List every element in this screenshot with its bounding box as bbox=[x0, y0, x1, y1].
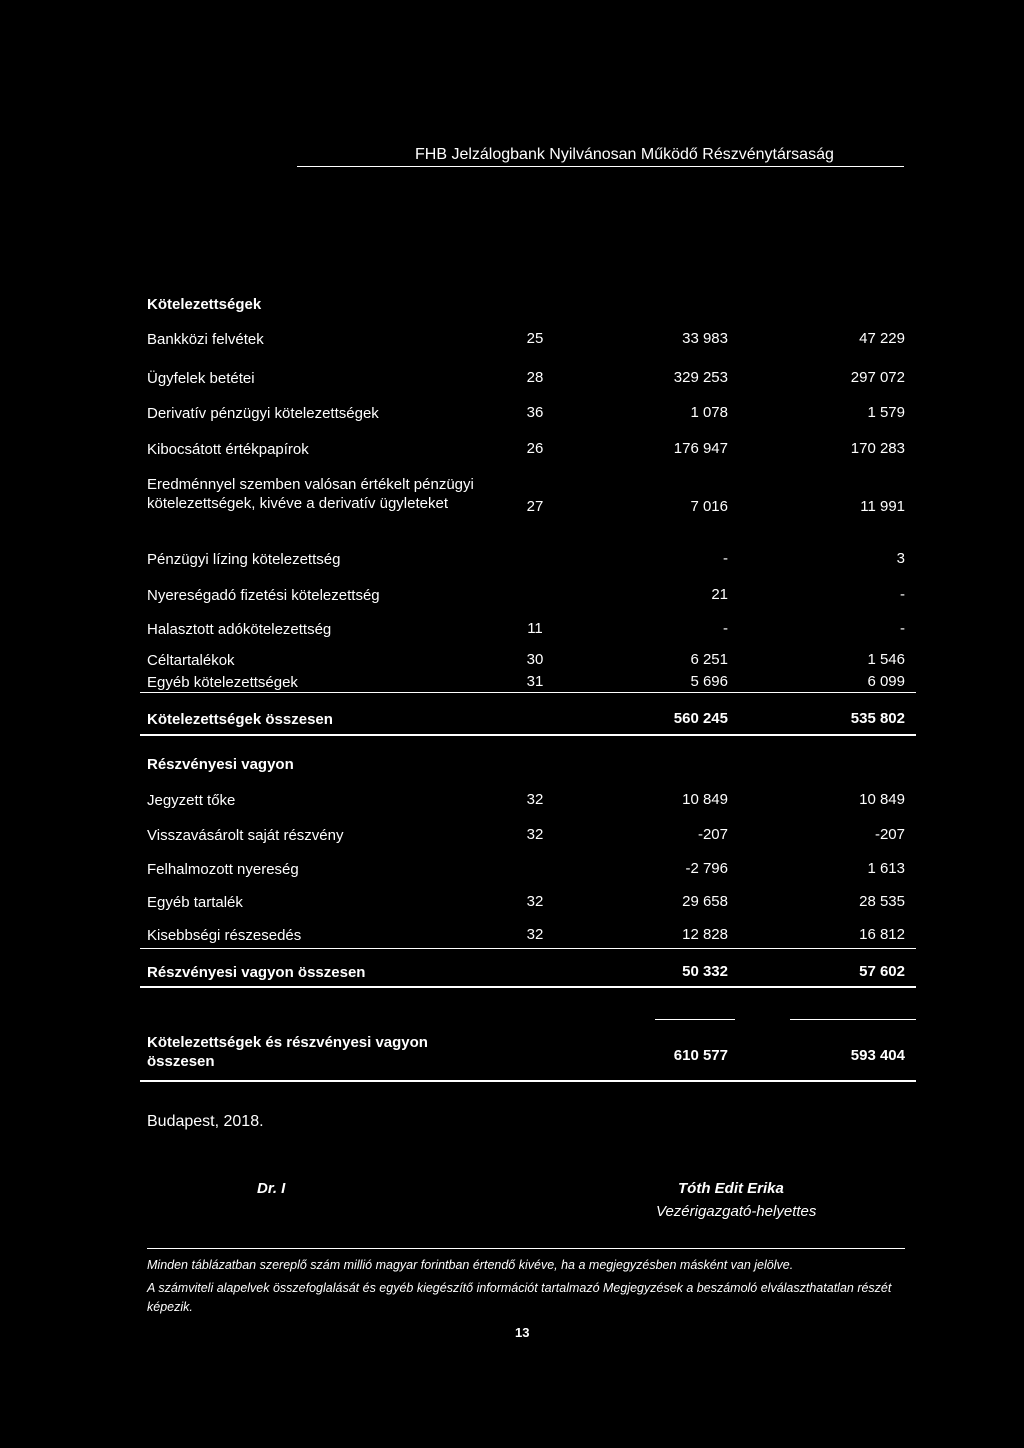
row-current: 12 828 bbox=[682, 926, 728, 943]
total-current: 560 245 bbox=[673, 710, 728, 727]
company-header: FHB Jelzálogbank Nyilvánosan Működő Részvénytársaság bbox=[415, 146, 834, 163]
row-divider bbox=[140, 948, 916, 949]
grand-total-current: 610 577 bbox=[673, 1047, 728, 1064]
row-label: Nyereségadó fizetési kötelezettség bbox=[147, 587, 380, 604]
row-previous: 47 229 bbox=[859, 330, 905, 347]
row-current: 329 253 bbox=[673, 369, 728, 386]
row-note: 32 bbox=[526, 926, 544, 943]
total-previous: 535 802 bbox=[850, 710, 905, 727]
row-label: Pénzügyi lízing kötelezettség bbox=[147, 551, 341, 568]
row-label: Ügyfelek betétei bbox=[147, 370, 255, 387]
row-current: 176 947 bbox=[673, 440, 728, 457]
row-current: 10 849 bbox=[682, 791, 728, 808]
total-divider bbox=[140, 986, 916, 988]
row-current: - bbox=[723, 550, 728, 567]
grand-total-top-line bbox=[655, 1019, 735, 1020]
row-previous: -207 bbox=[874, 826, 905, 843]
row-previous: - bbox=[900, 586, 905, 603]
row-current: 7 016 bbox=[690, 498, 728, 515]
row-note: 32 bbox=[526, 826, 544, 843]
row-note: 30 bbox=[526, 651, 544, 668]
row-current: 33 983 bbox=[682, 330, 728, 347]
total-label: Kötelezettségek összesen bbox=[147, 711, 333, 728]
total-current: 50 332 bbox=[682, 963, 728, 980]
total-label: Részvényesi vagyon összesen bbox=[147, 964, 366, 981]
footnote-notes: A számviteli alapelvek összefoglalását és egyéb kiegészítő információt tartalmazó Megjegyzések a beszámoló elválaszthatatlan részét képezik. bbox=[147, 1281, 892, 1314]
liabilities-title: Kötelezettségek bbox=[147, 296, 262, 313]
row-note: 28 bbox=[526, 369, 544, 386]
row-previous: 11 991 bbox=[860, 498, 905, 515]
total-previous: 57 602 bbox=[859, 963, 905, 980]
grand-total-previous: 593 404 bbox=[850, 1047, 905, 1064]
row-note: 31 bbox=[526, 673, 544, 690]
row-divider bbox=[140, 692, 916, 693]
signatory-left-name: Dr. I bbox=[257, 1180, 286, 1197]
row-label: Kisebbségi részesedés bbox=[147, 927, 302, 944]
row-label: Bankközi felvétek bbox=[147, 331, 264, 348]
row-note: 32 bbox=[526, 791, 544, 808]
row-label: Felhalmozott nyereség bbox=[147, 861, 299, 878]
signatory-right-role: Vezérigazgató-helyettes bbox=[656, 1203, 817, 1220]
place-date: Budapest, 2018. bbox=[147, 1113, 264, 1130]
row-current: - bbox=[723, 620, 728, 637]
row-note: 25 bbox=[526, 330, 544, 347]
row-label: Egyéb tartalék bbox=[147, 894, 243, 911]
row-label: Kibocsátott értékpapírok bbox=[147, 441, 309, 458]
row-current: -207 bbox=[697, 826, 728, 843]
row-current: 6 251 bbox=[690, 651, 728, 668]
row-note: 26 bbox=[526, 440, 544, 457]
row-note: 36 bbox=[526, 404, 544, 421]
signatory-right-name: Tóth Edit Erika bbox=[678, 1180, 784, 1197]
row-previous: 28 535 bbox=[859, 893, 905, 910]
grand-total-top-line bbox=[790, 1019, 916, 1020]
row-label: Céltartalékok bbox=[147, 652, 235, 669]
grand-total-divider bbox=[140, 1080, 916, 1082]
footnote-currency: Minden táblázatban szereplő szám millió magyar forintban értendő kivéve, ha a megjegyzésben másként van jelölve. bbox=[147, 1258, 794, 1272]
row-previous: 170 283 bbox=[850, 440, 905, 457]
grand-total-label: Kötelezettségek és részvényesi vagyon összesen bbox=[147, 1034, 428, 1070]
total-divider bbox=[140, 734, 916, 736]
row-current: 29 658 bbox=[682, 893, 728, 910]
row-note: 32 bbox=[526, 893, 544, 910]
row-previous: 10 849 bbox=[859, 791, 905, 808]
row-previous: 1 579 bbox=[867, 404, 905, 421]
row-label: Egyéb kötelezettségek bbox=[147, 674, 298, 691]
row-current: -2 796 bbox=[685, 860, 728, 877]
row-note: 27 bbox=[526, 498, 544, 515]
row-label: Derivatív pénzügyi kötelezettségek bbox=[147, 405, 379, 422]
row-current: 21 bbox=[711, 586, 728, 603]
row-previous: 3 bbox=[896, 550, 905, 567]
row-current: 1 078 bbox=[690, 404, 728, 421]
row-label: Eredménnyel szemben valósan értékelt pénzügyi kötelezettségek, kivéve a derivatív ügyleteket bbox=[147, 476, 474, 512]
page-number: 13 bbox=[515, 1325, 530, 1340]
row-label: Jegyzett tőke bbox=[147, 792, 236, 809]
row-current: 5 696 bbox=[690, 673, 728, 690]
row-note: 11 bbox=[527, 620, 543, 637]
row-previous: 6 099 bbox=[867, 673, 905, 690]
row-previous: 16 812 bbox=[859, 926, 905, 943]
row-previous: 297 072 bbox=[850, 369, 905, 386]
row-label: Halasztott adókötelezettség bbox=[147, 621, 332, 638]
row-previous: - bbox=[900, 620, 905, 637]
row-label: Visszavásárolt saját részvény bbox=[147, 827, 344, 844]
row-previous: 1 546 bbox=[867, 651, 905, 668]
equity-title: Részvényesi vagyon bbox=[147, 756, 294, 773]
footnote-divider bbox=[147, 1248, 905, 1249]
row-previous: 1 613 bbox=[867, 860, 905, 877]
header-divider bbox=[297, 166, 904, 167]
